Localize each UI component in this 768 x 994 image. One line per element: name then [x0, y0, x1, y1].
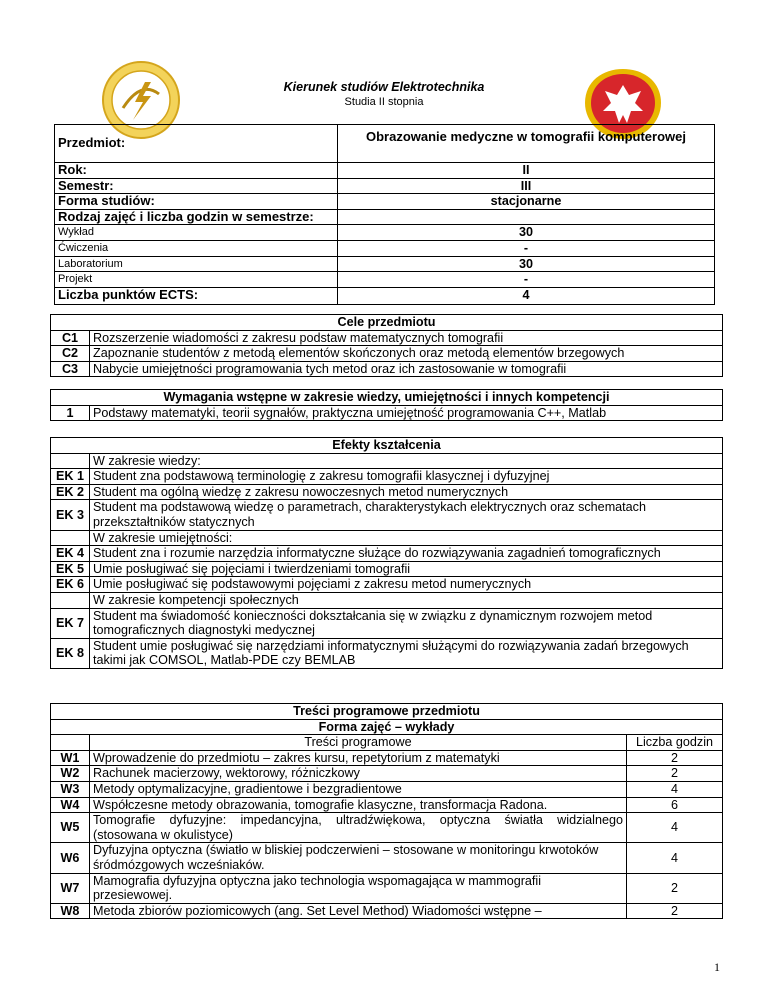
semester-value: III [338, 178, 715, 194]
outcome-code: EK 3 [51, 500, 90, 530]
outcome-text: Student zna podstawową terminologię z zakresu tomografii klasycznej i dyfuzyjnej [90, 469, 723, 485]
lecture-code: W8 [51, 903, 90, 919]
goal-text: Rozszerzenie wiadomości z zakresu podstaw matematycznych tomografii [90, 330, 723, 346]
outcomes-table [50, 437, 723, 669]
outcomes-section-competences: W zakresie kompetencji społecznych [90, 592, 723, 608]
ects-label: Liczba punktów ECTS: [55, 287, 338, 304]
lecture-code: W2 [51, 766, 90, 782]
course-info-table [54, 124, 715, 305]
study-form-value: stacjonarne [338, 194, 715, 210]
class-type-label: Rodzaj zajęć i liczba godzin w semestrze: [55, 209, 338, 225]
prerequisites-title: Wymagania wstępne w zakresie wiedzy, umiejętności i innych kompetencji [51, 390, 723, 406]
content-form: Forma zajęć – wykłady [51, 719, 723, 735]
outcome-code: EK 7 [51, 608, 90, 638]
lecture-topic: Metody optymalizacyjne, gradientowe i bezgradientowe [90, 781, 627, 797]
lecture-code: W7 [51, 873, 90, 903]
study-form-label: Forma studiów: [55, 194, 338, 210]
lecture-hours: 2 [627, 873, 723, 903]
outcomes-title: Efekty kształcenia [51, 438, 723, 454]
lecture-topic: Współczesne metody obrazowania, tomografie klasyczne, transformacja Radona. [90, 797, 627, 813]
lecture-hours: 2 [627, 766, 723, 782]
hours-col-header: Liczba godzin [627, 735, 723, 751]
outcome-code: EK 4 [51, 546, 90, 562]
lecture-topic: Mamografia dyfuzyjna optyczna jako technologia wspomagająca w mammografii przesiewowej. [90, 873, 627, 903]
subject-value: Obrazowanie medyczne w tomografii komputerowej [338, 125, 715, 163]
lecture-hours: 6 [627, 797, 723, 813]
subject-label: Przedmiot: [55, 125, 338, 163]
outcome-text: Umie posługiwać się pojęciami i twierdzeniami tomografii [90, 561, 723, 577]
lecture-hours: 4 [627, 813, 723, 843]
goal-text: Zapoznanie studentów z metodą elementów skończonych oraz metodą elementów brzegowych [90, 346, 723, 362]
prerequisite-text: Podstawy matematyki, teorii sygnałów, praktyczna umiejętność programowania C++, Matlab [90, 405, 723, 421]
outcome-text: Student ma podstawową wiedzę o parametrach, charakterystykach elektrycznych oraz schematach przekształtników statycznych [90, 500, 723, 530]
ects-value: 4 [338, 287, 715, 304]
lecture-topic: Rachunek macierzowy, wektorowy, różniczkowy [90, 766, 627, 782]
outcome-text: Student ma świadomość konieczności dokształcania się w związku z dynamicznym rozwojem metod tomograficznych diagnostyki medycznej [90, 608, 723, 638]
goal-code: C3 [51, 361, 90, 377]
project-label: Projekt [55, 272, 338, 288]
goal-code: C1 [51, 330, 90, 346]
goal-text: Nabycie umiejętności programowania tych metod oraz ich zastosowanie w tomografii [90, 361, 723, 377]
lecture-topic: Metoda zbiorów poziomicowych (ang. Set Level Method) Wiadomości wstępne – [90, 903, 627, 919]
exercises-label: Ćwiczenia [55, 240, 338, 256]
lecture-topic: Tomografie dyfuzyjne: impedancyjna, ultradźwiękowa, optyczna światła widzialnego (stosowana w okulistyce) [90, 813, 627, 843]
lecture-hours: 4 [627, 843, 723, 873]
lecture-code: W5 [51, 813, 90, 843]
goals-title: Cele przedmiotu [51, 315, 723, 331]
lecture-label: Wykład [55, 225, 338, 241]
program-content-table [50, 703, 723, 919]
year-label: Rok: [55, 163, 338, 179]
outcome-text: Umie posługiwać się podstawowymi pojęciami z zakresu metod numerycznych [90, 577, 723, 593]
exercises-hours: - [338, 240, 715, 256]
lecture-hours: 4 [627, 781, 723, 797]
lecture-hours: 30 [338, 225, 715, 241]
outcome-text: Student umie posługiwać się narzędziami informatycznymi służącymi do rozwiązywania zadań brzegowych takimi jak COMSOL, Matlab-PDE czy BEMLAB [90, 638, 723, 668]
faculty-title: Kierunek studiów Elektrotechnika [283, 80, 485, 94]
laboratory-label: Laboratorium [55, 256, 338, 272]
outcome-code: EK 5 [51, 561, 90, 577]
outcome-text: Student ma ogólną wiedzę z zakresu nowoczesnych metod numerycznych [90, 484, 723, 500]
content-title: Treści programowe przedmiotu [51, 704, 723, 720]
outcomes-section-skills: W zakresie umiejętności: [90, 530, 723, 546]
goal-code: C2 [51, 346, 90, 362]
lecture-hours: 2 [627, 903, 723, 919]
outcome-code: EK 8 [51, 638, 90, 668]
outcome-code: EK 1 [51, 469, 90, 485]
project-hours: - [338, 272, 715, 288]
laboratory-hours: 30 [338, 256, 715, 272]
goals-table [50, 314, 723, 377]
outcome-text: Student zna i rozumie narzędzia informatyczne służące do rozwiązywania zagadnień tomograficznych [90, 546, 723, 562]
semester-label: Semestr: [55, 178, 338, 194]
lecture-code: W4 [51, 797, 90, 813]
prerequisites-table [50, 389, 723, 421]
lecture-hours: 2 [627, 750, 723, 766]
outcome-code: EK 6 [51, 577, 90, 593]
lecture-code: W6 [51, 843, 90, 873]
lecture-topic: Dyfuzyjna optyczna (światło w bliskiej podczerwieni – stosowane w monitoringu krwotoków śródmózgowych wcześniaków. [90, 843, 627, 873]
faculty-subtitle: Studia II stopnia [344, 96, 424, 108]
lecture-code: W3 [51, 781, 90, 797]
prerequisite-code: 1 [51, 405, 90, 421]
lecture-code: W1 [51, 750, 90, 766]
outcome-code: EK 2 [51, 484, 90, 500]
outcomes-section-knowledge: W zakresie wiedzy: [90, 453, 723, 469]
content-col-header: Treści programowe [90, 735, 627, 751]
lecture-topic: Wprowadzenie do przedmiotu – zakres kursu, repetytorium z matematyki [90, 750, 627, 766]
page-number: 1 [714, 960, 720, 974]
year-value: II [338, 163, 715, 179]
